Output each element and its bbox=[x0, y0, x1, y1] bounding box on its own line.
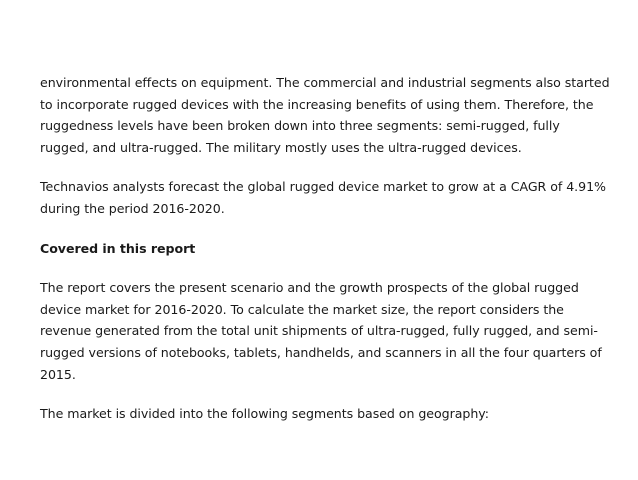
document-page bbox=[40, 72, 610, 425]
paragraph-intro: environmental effects on equipment. The commercial and industrial segments also started to incorporate rugged devices with the increasing benefits of using them. Therefore, the ruggedness levels have been broken down into three segments: semi-rugged, fully rugged, and ultra-rugged. The military mostly uses the ultra-rugged devices. bbox=[40, 75, 610, 155]
section-heading: Covered in this report bbox=[40, 240, 196, 256]
paragraph-spacer bbox=[40, 259, 610, 277]
paragraph-segments: The market is divided into the following segments based on geography: bbox=[40, 406, 489, 422]
paragraph-spacer bbox=[40, 158, 610, 176]
paragraph-spacer bbox=[40, 385, 610, 403]
paragraph-report-scope: The report covers the present scenario and the growth prospects of the global rugged device market for 2016-2020. To calculate the market size, the report considers the revenue generated from the total unit shipments of ultra-rugged, fully rugged, and semi-rugged versions of notebooks, tablets, handhelds, and scanners in all the four quarters of 2015. bbox=[40, 280, 602, 382]
paragraph-forecast: Technavios analysts forecast the global rugged device market to grow at a CAGR of 4.91% during the period 2016-2020. bbox=[40, 179, 606, 216]
paragraph-spacer bbox=[40, 220, 610, 238]
